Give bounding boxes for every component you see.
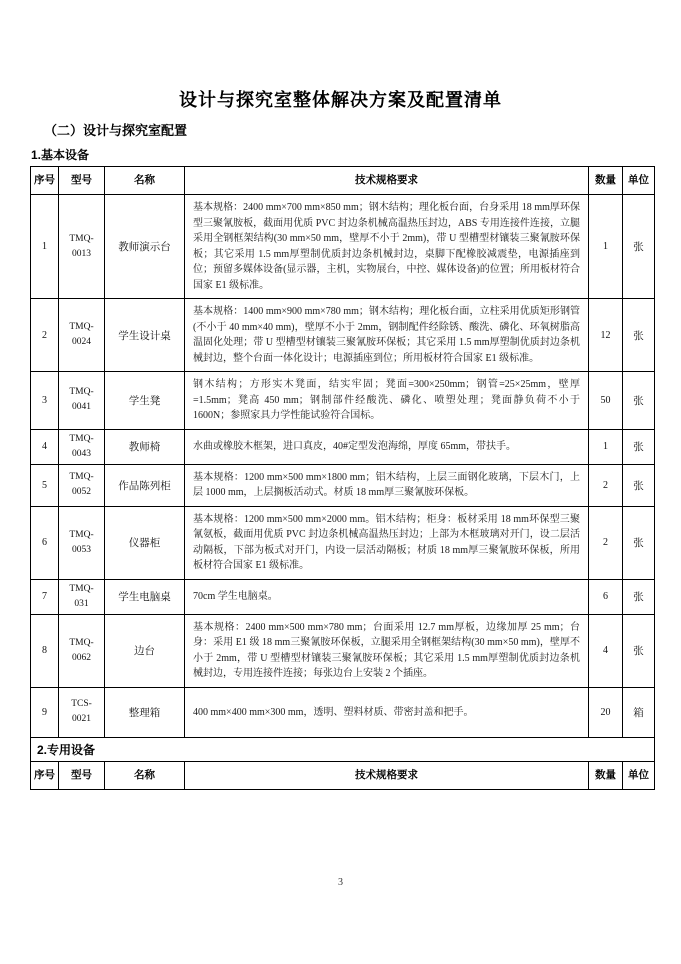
- row-unit: 张: [623, 579, 655, 614]
- row-index: 2: [31, 299, 59, 372]
- row-model: TMQ-0062: [59, 614, 105, 687]
- row-qty: 50: [589, 372, 623, 430]
- header-row-special: [31, 762, 655, 790]
- row-spec: 基本规格：1400 mm×900 mm×780 mm；钢木结构；理化板台面，立柱采用优质矩形钢管(不小于 40 mm×40 mm)，壁厚不小于 2mm，钢制配件经除锈、酸洗、磷化、环氧树脂高温固化处理；带 U 型槽型材镶装三聚氰胺环保板；其它采用 1.5 mm厚塑制优质封边条机械封边，整个台面一体化设计；电源插座到位；所用板材符合国家 E1 级标准。: [185, 299, 589, 372]
- row-qty: 4: [589, 614, 623, 687]
- row-model: TMQ-0041: [59, 372, 105, 430]
- row-index: 4: [31, 429, 59, 464]
- table-row: [31, 299, 655, 372]
- row-index: 7: [31, 579, 59, 614]
- row-unit: 张: [623, 614, 655, 687]
- header-index: 序号: [31, 167, 59, 195]
- row-qty: 20: [589, 687, 623, 738]
- row-name: 仪器柜: [105, 506, 185, 579]
- row-spec: 基本规格：1200 mm×500 mm×2000 mm。铝木结构；柜身：板材采用 18 mm环保型三聚氰氨板，截面用优质 PVC 封边条机械高温热压封边；上部为木框玻璃对开门，设二层活动隔板，下部为板式对开门，内设一层活动隔板；材质 18 mm厚三聚氰胺环保板，所用板材符合国家 E1 级标准。: [185, 506, 589, 579]
- page-number: 3: [338, 877, 343, 888]
- row-unit: 张: [623, 299, 655, 372]
- row-name: 教师椅: [105, 429, 185, 464]
- row-unit: 张: [623, 464, 655, 506]
- row-name: 教师演示台: [105, 195, 185, 299]
- table-row: [31, 614, 655, 687]
- row-name: 学生设计桌: [105, 299, 185, 372]
- row-name: 整理箱: [105, 687, 185, 738]
- section-2-divider: [31, 738, 655, 762]
- row-model: TMQ-031: [59, 579, 105, 614]
- row-model: TMQ-0013: [59, 195, 105, 299]
- subsection-heading: （二）设计与探究室配置: [44, 123, 188, 138]
- row-index: 6: [31, 506, 59, 579]
- table-row: [31, 195, 655, 299]
- header-index: 序号: [31, 762, 59, 790]
- row-model: TCS-0021: [59, 687, 105, 738]
- header-qty: 数量: [589, 167, 623, 195]
- row-name: 边台: [105, 614, 185, 687]
- table-row: [31, 372, 655, 430]
- table-row: [31, 464, 655, 506]
- row-model: TMQ-0024: [59, 299, 105, 372]
- row-index: 3: [31, 372, 59, 430]
- header-spec: 技术规格要求: [185, 762, 589, 790]
- table-row: [31, 579, 655, 614]
- table-row: [31, 506, 655, 579]
- equipment-table-body: [31, 195, 655, 738]
- page-title: 设计与探究室整体解决方案及配置清单: [179, 90, 502, 110]
- row-spec: 70cm 学生电脑桌。: [185, 579, 589, 614]
- row-unit: 张: [623, 506, 655, 579]
- row-name: 作品陈列柜: [105, 464, 185, 506]
- header-name: 名称: [105, 167, 185, 195]
- row-qty: 12: [589, 299, 623, 372]
- row-qty: 1: [589, 195, 623, 299]
- row-index: 8: [31, 614, 59, 687]
- row-unit: 张: [623, 372, 655, 430]
- row-unit: 张: [623, 429, 655, 464]
- row-unit: 张: [623, 195, 655, 299]
- header-unit: 单位: [623, 762, 655, 790]
- row-qty: 1: [589, 429, 623, 464]
- row-spec: 钢木结构；方形实木凳面，结实牢固；凳面=300×250mm；钢管=25×25mm，壁厚=1.5mm；凳高 450 mm；钢制部件经酸洗、磷化、喷塑处理；凳面静负荷不小于 1600N；参照家具力学性能试验符合国标。: [185, 372, 589, 430]
- row-unit: 箱: [623, 687, 655, 738]
- row-name: 学生电脑桌: [105, 579, 185, 614]
- row-qty: 6: [589, 579, 623, 614]
- header-unit: 单位: [623, 167, 655, 195]
- header-row: [31, 167, 655, 195]
- row-index: 9: [31, 687, 59, 738]
- header-spec: 技术规格要求: [185, 167, 589, 195]
- table-header-basic: [31, 167, 655, 195]
- header-model: 型号: [59, 167, 105, 195]
- table-row: [31, 429, 655, 464]
- row-spec: 水曲或橡胶木框架，进口真皮，40#定型发泡海绵，厚度 65mm，带扶手。: [185, 429, 589, 464]
- row-index: 1: [31, 195, 59, 299]
- row-qty: 2: [589, 506, 623, 579]
- row-index: 5: [31, 464, 59, 506]
- row-spec: 基本规格：2400 mm×500 mm×780 mm；台面采用 12.7 mm厚板，边缘加厚 25 mm；台身：采用 E1 级 18 mm三聚氰胺环保板，立腿采用全钢框架结构(30 mm×50 mm)，壁厚不小于 2mm，带 U 型槽型材镶装三聚氰胺环保板；其它采用 1.5 mm厚塑制优质封边条机械封边，专用连接件连接；每张边台上安装 2 个插座。: [185, 614, 589, 687]
- row-qty: 2: [589, 464, 623, 506]
- section-2-block: [31, 738, 655, 790]
- section-2-label: 2.专用设备: [31, 738, 655, 762]
- row-spec: 400 mm×400 mm×300 mm，透明、塑料材质、带密封盖和把手。: [185, 687, 589, 738]
- header-model: 型号: [59, 762, 105, 790]
- section-1-label: 1.基本设备: [31, 148, 90, 162]
- row-model: TMQ-0043: [59, 429, 105, 464]
- table-row: [31, 687, 655, 738]
- header-name: 名称: [105, 762, 185, 790]
- row-spec: 基本规格：2400 mm×700 mm×850 mm；钢木结构；理化板台面，台身采用 18 mm厚环保型三聚氰胺板，截面用优质 PVC 封边条机械高温热压封边，ABS 专用连接件连接，立腿采用全钢框架结构(30 mm×50 mm，壁厚不小于 2mm)，带 U 型槽型材镶装三聚氰胺环保板；其它采用 1.5 mm厚塑制优质封边条机械封边，桌脚下配橡胶减震垫，电源插座到位；预留多媒体设备(显示器，主机，实物展台，中控、媒体设备)的位置；所用板材符合国家 E1 级标准。: [185, 195, 589, 299]
- row-model: TMQ-0053: [59, 506, 105, 579]
- row-model: TMQ-0052: [59, 464, 105, 506]
- row-spec: 基本规格：1200 mm×500 mm×1800 mm；铝木结构，上层三面钢化玻璃，下层木门，上层 1000 mm，上层搁板活动式。材质 18 mm厚三聚氰胺环保板。: [185, 464, 589, 506]
- equipment-table: [30, 166, 655, 790]
- header-qty: 数量: [589, 762, 623, 790]
- row-name: 学生凳: [105, 372, 185, 430]
